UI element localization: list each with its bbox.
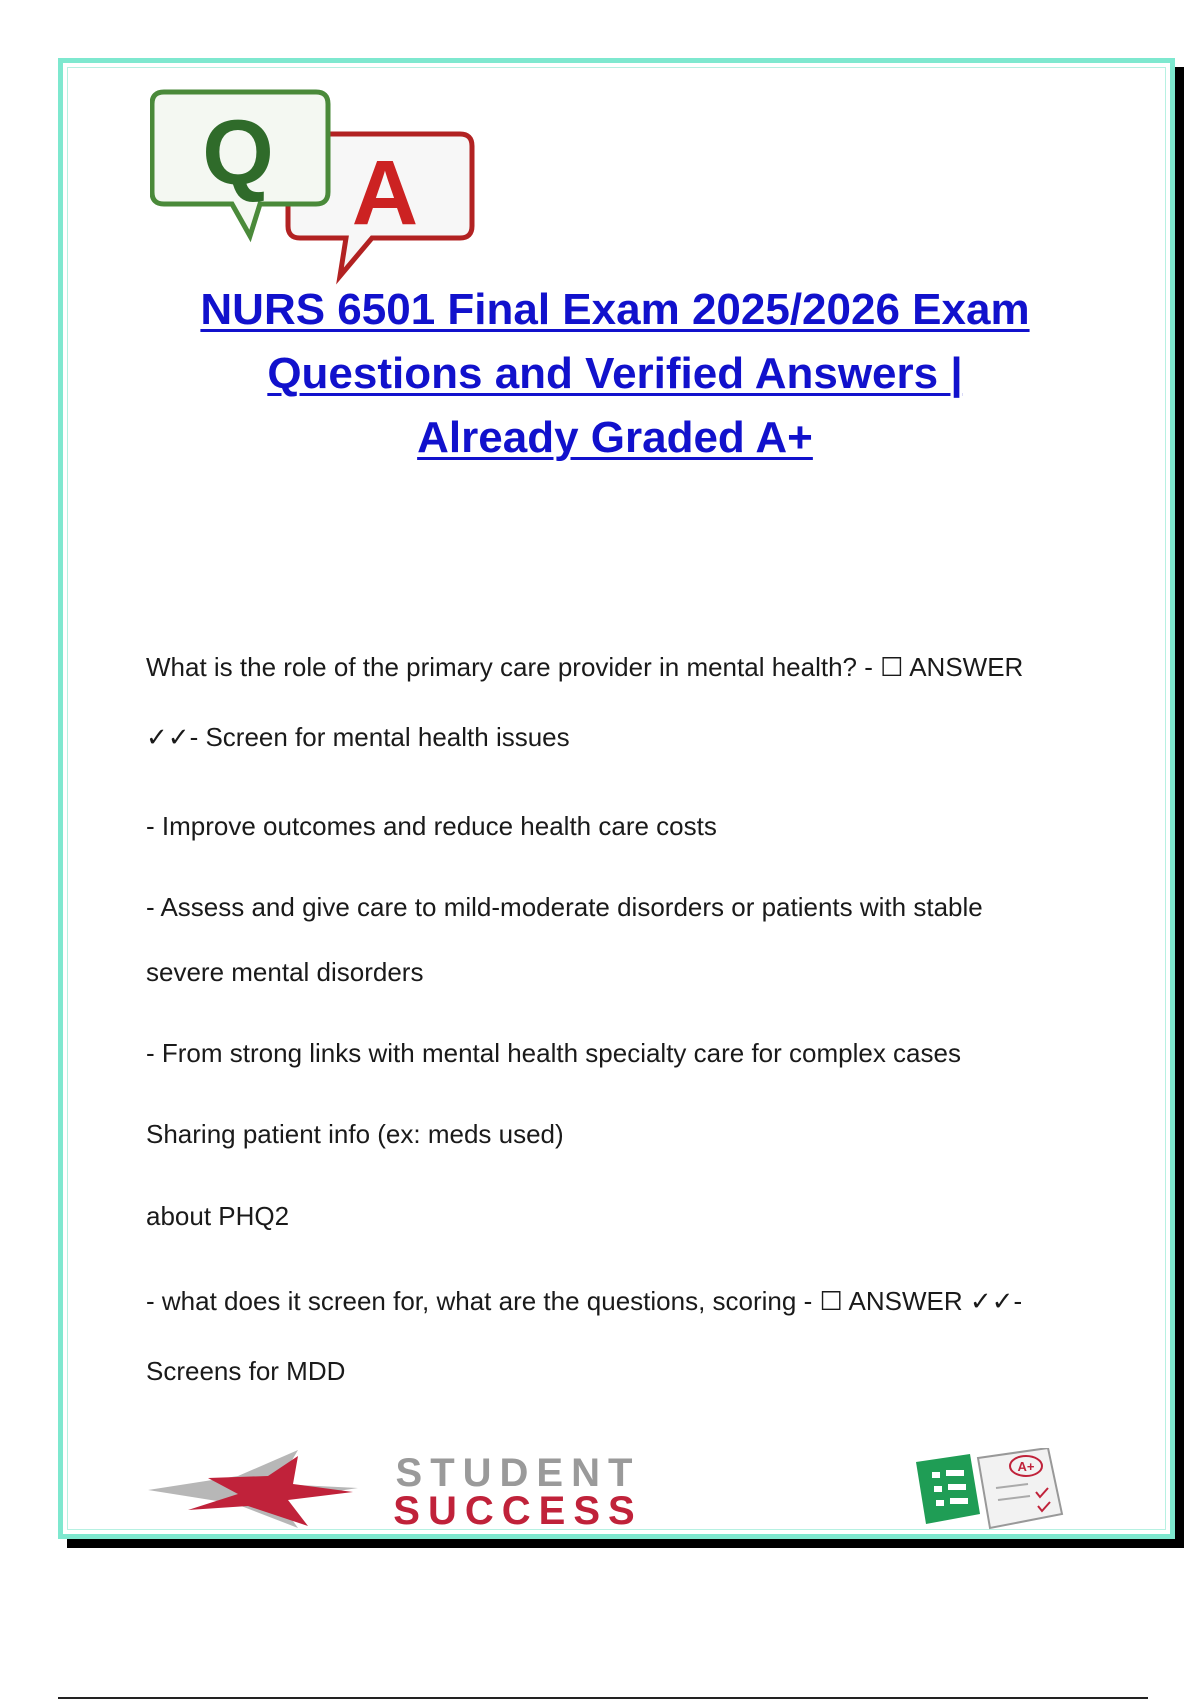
swoosh-star-icon — [148, 1450, 358, 1528]
paragraph: - From strong links with mental health specialty care for complex cases — [146, 1038, 961, 1068]
title-line-1: NURS 6501 Final Exam 2025/2026 Exam — [200, 285, 1030, 334]
qa-logo — [150, 86, 480, 286]
paragraph: ✓✓- Screen for mental health issues — [146, 722, 570, 752]
question-letter: Q — [202, 102, 274, 204]
title-line-2: Questions and Verified Answers | — [267, 349, 963, 398]
graded-paper-icon — [978, 1448, 1062, 1528]
title-line-3: Already Graded A+ — [417, 413, 813, 462]
paragraph: severe mental disorders — [146, 957, 424, 987]
paragraph: - Assess and give care to mild-moderate disorders or patients with stable — [146, 892, 983, 922]
spreadsheet-icon — [916, 1454, 980, 1524]
page-bottom-divider — [58, 1697, 1148, 1699]
brand-line-1: STUDENT — [395, 1451, 641, 1495]
document-title[interactable] — [100, 278, 1130, 470]
paragraph: about PHQ2 — [146, 1201, 290, 1231]
answer-letter: A — [351, 142, 419, 244]
paragraph: - Improve outcomes and reduce health care costs — [146, 811, 717, 841]
student-success-logo — [148, 1448, 1088, 1532]
brand-line-2: SUCCESS — [393, 1489, 643, 1532]
paragraph: What is the role of the primary care provider in mental health? - ☐ ANSWER — [146, 652, 1024, 682]
paragraph: Sharing patient info (ex: meds used) — [146, 1119, 564, 1149]
paragraph: - what does it screen for, what are the questions, scoring - ☐ ANSWER ✓✓- — [146, 1286, 1023, 1316]
paragraph: Screens for MDD — [146, 1356, 346, 1386]
grade-badge: A+ — [1017, 1459, 1035, 1474]
